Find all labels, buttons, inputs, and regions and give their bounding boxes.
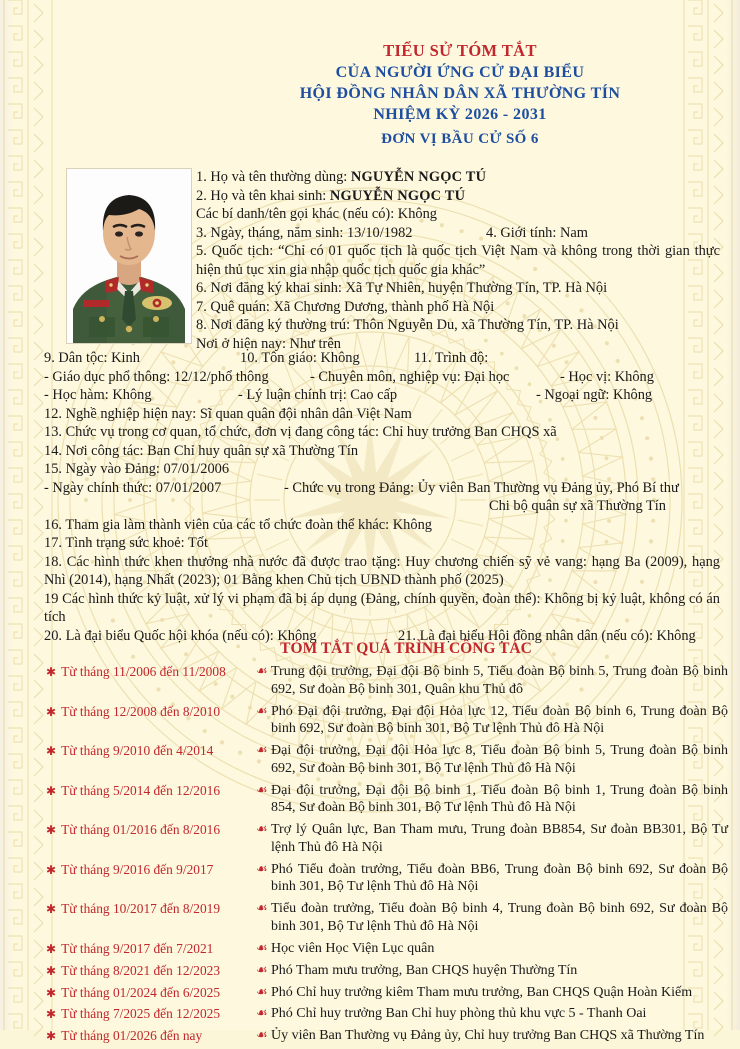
field-10: 10. Tôn giáo: Không [240,350,360,366]
field-15-party-position: - Chức vụ trong Đảng: Ủy viên Ban Thường vụ Đảng ủy, Phó Bí thư [284,479,679,496]
work-position: Phó Tiểu đoàn trưởng, Tiểu đoàn BB6, Trung đoàn Bộ binh 692, Sư đoàn Bộ binh 301, Bộ Tư lệnh Thủ đô Hà Nội [271,861,728,895]
field-3-4-row [196,224,720,243]
scroll-bullet-icon: ☙ [256,781,268,797]
field-17: 17. Tình trạng sức khoẻ: Tốt [44,535,208,551]
field-11-politics: - Lý luận chính trị: Cao cấp [238,387,398,403]
field-11-general-edu: - Giáo dục phổ thông: 12/12/phổ thông [44,368,269,385]
document-header [190,40,730,150]
asterisk-bullet-icon: ✱ [46,985,57,1000]
candidate-photo [66,168,192,344]
field-16: 16. Tham gia làm thành viên của các tổ chức đoàn thể khác: Không [44,516,432,533]
field-12: 12. Nghề nghiệp hiện nay: Sĩ quan quân đội nhân dân Việt Nam [44,405,412,422]
field-15-row [44,479,720,498]
work-history-row [46,861,728,897]
work-period: ✱ Từ tháng 11/2006 đến 11/2008 [46,664,226,679]
field-14: 14. Nơi công tác: Ban Chỉ huy quân sự xã Thường Tín [44,442,359,459]
work-position-wrap [256,663,728,699]
field-13: 13. Chức vụ trong cơ quan, tổ chức, đơn vị đang công tác: Chỉ huy trưởng Ban CHQS xã [44,424,557,440]
field-8: 8. Nơi đăng ký thường trú: Thôn Nguyễn Du, xã Thường Tín, TP. Hà Nội [196,317,619,333]
work-position: Phó Tham mưu trưởng, Ban CHQS huyện Thường Tín [271,962,578,978]
field-6: 6. Nơi đăng ký khai sinh: Xã Tự Nhiên, huyện Thường Tín, TP. Hà Nội [196,280,608,296]
asterisk-bullet-icon: ✱ [46,744,57,759]
field-3: 3. Ngày, tháng, năm sinh: 13/10/1982 [196,224,413,241]
work-position: Trung đội trưởng, Đại đội Bộ binh 5, Tiểu đoàn Bộ binh 5, Trung đoàn Bộ binh 692, Sư đoàn Bộ binh 301, Quân khu Thủ đô [271,664,728,697]
field-8-current: Nơi ở hiện nay: Như trên [196,335,341,352]
scroll-bullet-icon: ☙ [256,939,268,955]
work-position: Tiểu đoàn trưởng, Tiểu đoàn Bộ binh 4, Trung đoàn Bộ binh 692, Sư đoàn Bộ binh 301, Bộ Tư lệnh Thủ đô Hà Nội [271,901,728,934]
asterisk-bullet-icon: ✱ [46,665,57,679]
field-11-language: - Ngoại ngữ: Không [536,387,653,403]
field-9-10-11-row [44,349,720,368]
work-position: Học viên Học Viện Lục quân [271,940,435,956]
asterisk-bullet-icon: ✱ [46,1029,57,1044]
scroll-bullet-icon: ☙ [256,702,268,718]
personal-info-top [196,168,720,353]
field-11-degree: - Học vị: Không [560,368,654,385]
asterisk-bullet-icon: ✱ [46,704,57,719]
asterisk-bullet-icon: ✱ [46,1007,57,1022]
field-11-specialty: - Chuyên môn, nghiệp vụ: Đại học [310,368,510,385]
work-history-row [46,703,728,739]
work-history-row [46,742,728,778]
work-position-wrap [256,940,728,958]
field-5: 5. Quốc tịch: “Chỉ có 01 quốc tịch là quốc tịch Việt Nam và không trong thời gian thực hiện thủ tục xin gia nhập quốc tịch quốc gia khác” [196,243,720,278]
scroll-bullet-icon: ☙ [256,663,268,678]
work-history-row [46,962,728,980]
field-20: 20. Là đại biểu Quốc hội khóa (nếu có): Không [44,627,317,644]
work-history-row [46,782,728,818]
scroll-bullet-icon: ☙ [256,983,268,999]
field-1 [196,168,720,187]
work-history-row [46,821,728,857]
work-position-wrap [256,821,728,857]
work-position-wrap [256,900,728,936]
work-period: ✱ Từ tháng 5/2014 đến 12/2016 [46,782,221,798]
field-2-label: 2. Họ và tên khai sinh: [196,187,327,204]
work-position-wrap [256,861,728,897]
asterisk-bullet-icon: ✱ [46,941,57,956]
work-position: Đại đội trưởng, Đại đội Bộ binh 1, Tiểu đoàn Bộ binh 1, Trung đoàn Bộ binh 854, Sư đoàn Bộ binh 301, Bộ Tư lệnh Thủ đô Hà Nội [271,782,728,816]
work-period: ✱ Từ tháng 01/2024 đến 6/2025 [46,984,221,1000]
field-15-party-position-cont: Chi bộ quân sự xã Thường Tín [489,498,666,514]
work-position-wrap [256,962,728,980]
field-21: 21. Là đại biểu Hội đồng nhân dân (nếu có): Không [398,627,696,644]
work-history-row [46,1005,728,1023]
asterisk-bullet-icon: ✱ [46,823,57,838]
work-history-row [46,984,728,1002]
work-history-row [46,940,728,958]
work-position-wrap [256,984,728,1002]
work-period: ✱ Từ tháng 9/2017 đến 7/2021 [46,940,214,956]
title-line-1: TIỂU SỬ TÓM TẮT [383,41,537,60]
scroll-bullet-icon: ☙ [256,900,268,916]
work-period: ✱ Từ tháng 12/2008 đến 8/2010 [46,703,221,719]
field-18: 18. Các hình thức khen thưởng nhà nước đã được trao tặng: Huy chương chiến sỹ vẻ vang: hạng Ba (2009), hạng Nhì (2014), hạng Nhất (2023); 01 Bằng khen Chủ tịch UBND thành phố (2025) [44,553,720,588]
work-period: ✱ Từ tháng 9/2010 đến 4/2014 [46,743,214,759]
field-15: 15. Ngày vào Đảng: 07/01/2006 [44,461,230,477]
work-position: Phó Đại đội trưởng, Đại đội Hỏa lực 12, Tiểu đoàn Bộ binh 6, Trung đoàn Bộ binh 692, Sư đoàn Bộ binh 301, Bộ Tư lệnh Thủ đô Hà Nội [271,703,728,737]
work-position: Ủy viên Ban Thường vụ Đảng ủy, Chỉ huy trưởng Ban CHQS xã Thường Tín [271,1028,705,1044]
scroll-bullet-icon: ☙ [256,821,268,837]
field-2 [196,187,720,206]
asterisk-bullet-icon: ✱ [46,902,57,917]
scroll-bullet-icon: ☙ [256,742,268,758]
field-1-value: NGUYỄN NGỌC TÚ [350,169,487,185]
field-11-row-a [44,368,720,387]
work-position-wrap [256,742,728,778]
scroll-bullet-icon: ☙ [256,860,268,876]
work-history-list [46,663,728,1049]
work-position-wrap [256,782,728,818]
work-position: Đại đội trưởng, Đại đội Hỏa lực 8, Tiểu đoàn Bộ binh 5, Trung đoàn Bộ binh 692, Sư đoàn Bộ binh 301, Bộ Tư lệnh Thủ đô Hà Nội [271,743,728,776]
work-history-row [46,900,728,936]
work-period: ✱ Từ tháng 01/2026 đến nay [46,1028,203,1044]
personal-info-bottom [44,349,720,645]
field-11: 11. Trình độ: [414,350,489,366]
work-position-wrap [256,1027,728,1045]
work-position: Phó Chỉ huy trưởng Ban Chỉ huy phòng thủ khu vực 5 - Thanh Oai [271,1006,647,1022]
work-period: ✱ Từ tháng 8/2021 đến 12/2023 [46,962,221,978]
field-11-row-b [44,386,720,405]
work-position: Trợ lý Quân lực, Ban Tham mưu, Trung đoàn BB854, Sư đoàn BB301, Bộ Tư lệnh Thủ đô Hà Nội [271,822,728,855]
work-position: Phó Chỉ huy trưởng kiêm Tham mưu trưởng, Ban CHQS Quận Hoàn Kiếm [271,984,693,1000]
scroll-bullet-icon: ☙ [256,1027,268,1043]
work-period: ✱ Từ tháng 7/2025 đến 12/2025 [46,1006,221,1022]
scroll-bullet-icon: ☙ [256,1005,268,1021]
asterisk-bullet-icon: ✱ [46,963,57,978]
field-2-alias: Các bí danh/tên gọi khác (nếu có): Không [196,206,437,222]
title-line-4: NHIỆM KỲ 2026 - 2031 [373,105,547,123]
title-line-3: HỘI ĐỒNG NHÂN DÂN XÃ THƯỜNG TÍN [299,84,621,102]
field-9: 9. Dân tộc: Kinh [44,350,140,366]
field-2-value: NGUYỄN NGỌC TÚ [329,187,466,204]
field-4: 4. Giới tính: Nam [486,224,588,241]
work-history-row [46,663,728,699]
field-19: 19 Các hình thức kỷ luật, xử lý vi phạm đã bị áp dụng (Đảng, chính quyền, đoàn thể): Không bị kỷ luật, không có án tích [44,590,720,625]
asterisk-bullet-icon: ✱ [46,783,57,798]
work-position-wrap [256,1005,728,1023]
asterisk-bullet-icon: ✱ [46,862,57,877]
electoral-unit-line: ĐƠN VỊ BẦU CỬ SỐ 6 [381,131,539,148]
work-position-wrap [256,703,728,739]
work-history-row [46,1027,728,1045]
field-1-label: 1. Họ và tên thường dùng: [196,169,348,185]
work-period: ✱ Từ tháng 10/2017 đến 8/2019 [46,901,221,917]
work-history-heading: TÓM TẮT QUÁ TRÌNH CÔNG TÁC [280,640,532,657]
field-11-academic-title: - Học hàm: Không [44,387,152,403]
work-period: ✱ Từ tháng 01/2016 đến 8/2016 [46,822,221,838]
field-7: 7. Quê quán: Xã Chương Dương, thành phố Hà Nội [196,298,495,315]
title-line-2: CỦA NGƯỜI ỨNG CỬ ĐẠI BIỂU [335,63,585,81]
scroll-bullet-icon: ☙ [256,961,268,977]
field-15-official-date: - Ngày chính thức: 07/01/2007 [44,479,222,496]
work-period: ✱ Từ tháng 9/2016 đến 9/2017 [46,861,214,877]
